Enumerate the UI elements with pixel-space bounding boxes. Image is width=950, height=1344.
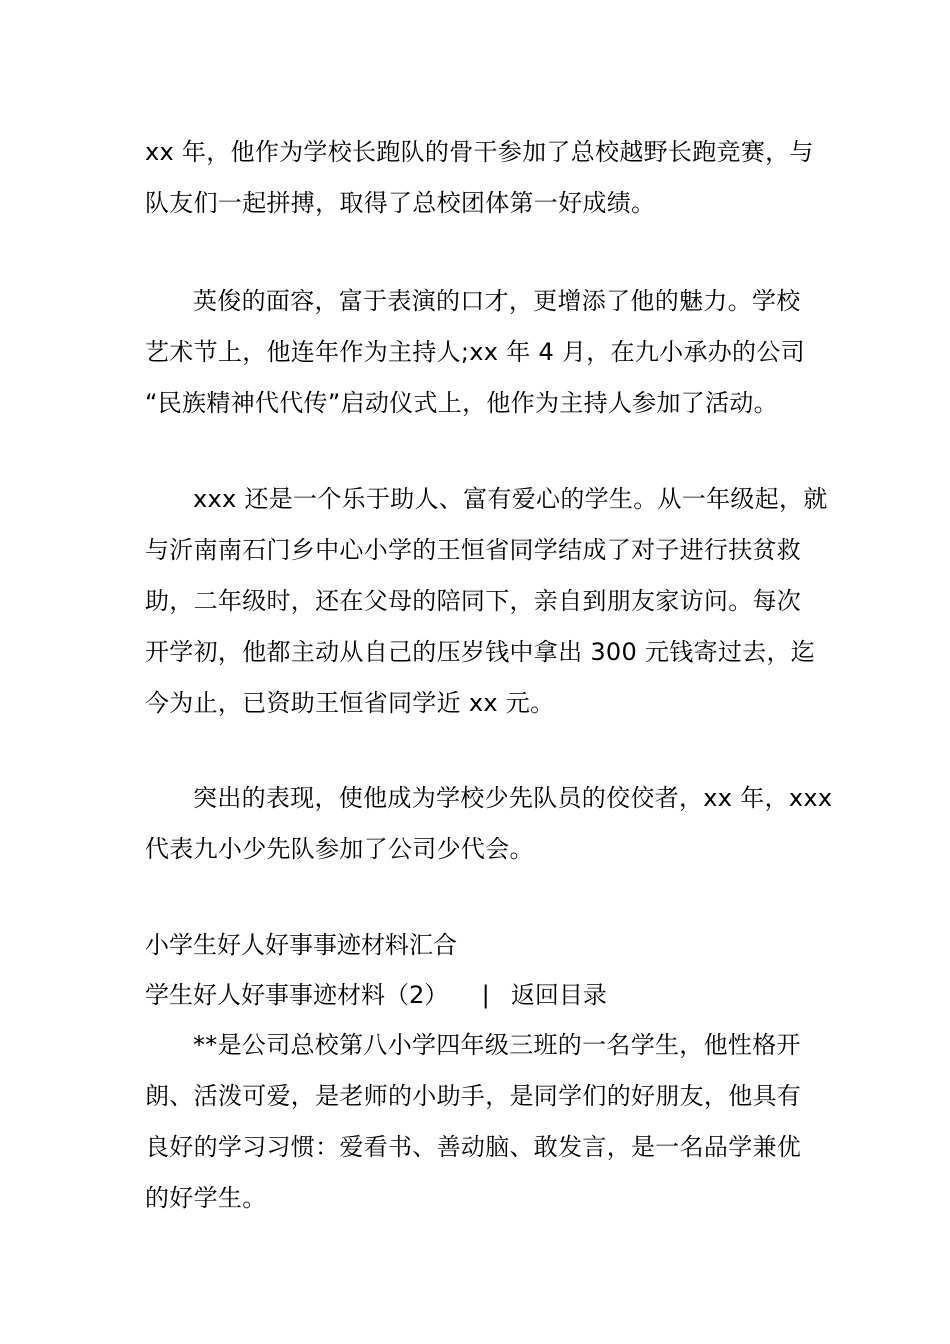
- paragraph-line: 队友们一起拼搏，取得了总校团体第一好成绩。: [145, 189, 656, 217]
- paragraph-line: 艺术节上，他连年作为主持人;xx 年 4 月，在九小承办的公司: [145, 338, 805, 366]
- paragraph-line: 良好的学习习惯：爱看书、善动脑、敢发言，是一名品学兼优: [145, 1133, 802, 1161]
- paragraph-5: [145, 1020, 810, 1224]
- paragraph-line: 助，二年级时，还在父母的陪同下，亲自到朋友家访问。每次: [145, 587, 802, 615]
- paragraph-line: 与沂南南石门乡中心小学的王恒省同学结成了对子进行扶贫救: [145, 536, 802, 564]
- paragraph-line: 今为止，已资助王恒省同学近 xx 元。: [145, 689, 555, 717]
- paragraph-line: 的好学生。: [145, 1184, 267, 1212]
- title-separator: |: [481, 981, 490, 1009]
- paragraph-line: xx 年，他作为学校长跑队的骨干参加了总校越野长跑竞赛，与: [145, 138, 814, 166]
- paragraph-line: 英俊的面容，富于表演的口才，更增添了他的魅力。学校: [193, 287, 801, 315]
- back-to-contents-link[interactable]: 返回目录: [510, 981, 607, 1009]
- paragraph-line: 代表九小少先队参加了公司少代会。: [145, 835, 534, 863]
- article-title-row: [145, 978, 607, 1012]
- paragraph-3: [145, 474, 828, 729]
- paragraph-line: xxx 还是一个乐于助人、富有爱心的学生。从一年级起，就: [193, 485, 828, 513]
- paragraph-line: 朗、活泼可爱，是老师的小助手，是同学们的好朋友，他具有: [145, 1082, 802, 1110]
- paragraph-line: 开学初，他都主动从自己的压岁钱中拿出 300 元钱寄过去，迄: [145, 638, 816, 666]
- paragraph-line: **是公司总校第八小学四年级三班的一名学生，他性格开: [193, 1031, 801, 1059]
- article-title: 学生好人好事事迹材料（2）: [145, 981, 449, 1009]
- paragraph-2: [145, 276, 810, 429]
- paragraph-1: [145, 127, 814, 229]
- paragraph-4: [145, 773, 833, 875]
- paragraph-line: “民族精神代代传”启动仪式上，他作为主持人参加了活动。: [145, 389, 778, 417]
- paragraph-line: 突出的表现，使他成为学校少先队员的佼佼者，xx 年，xxx: [193, 784, 833, 812]
- collection-title: 小学生好人好事事迹材料汇合: [145, 931, 457, 959]
